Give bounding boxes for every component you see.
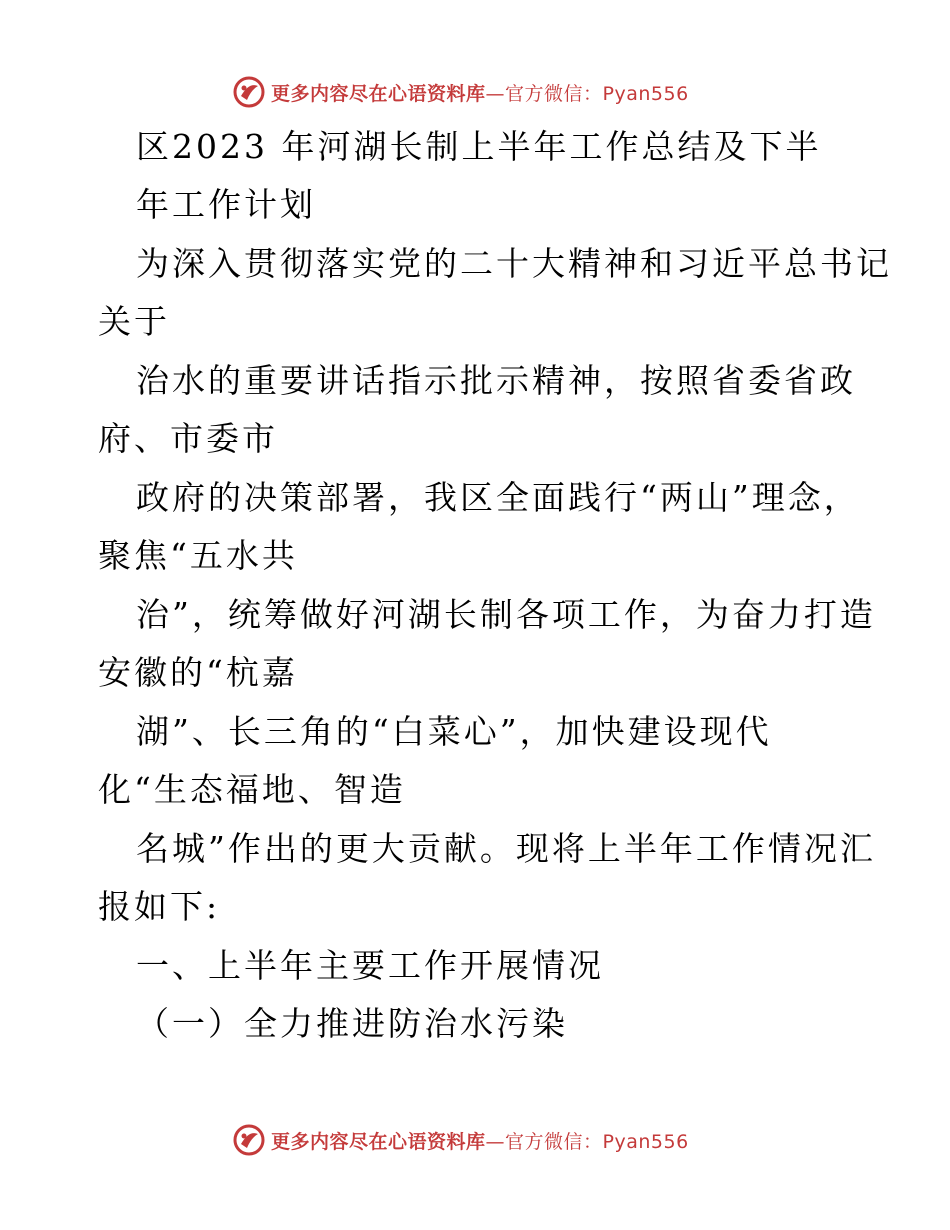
document-title-line-1: 区2023 年河湖长制上半年工作总结及下半 [136, 127, 822, 166]
watermark-account: Pyan556 [602, 82, 689, 105]
paragraph-line: 聚焦“五水共 [98, 536, 298, 575]
watermark-dash: — [485, 82, 506, 105]
document-title-line-2: 年工作计划 [136, 185, 316, 224]
subsection-heading: （一）全力推进防治水污染 [136, 1004, 568, 1043]
watermark-dash: — [485, 1130, 506, 1153]
section-heading: 一、上半年主要工作开展情况 [136, 946, 604, 985]
paragraph-line: 名城”作出的更大贡献。现将上半年工作情况汇 [136, 829, 876, 868]
paragraph-line: 治水的重要讲话指示批示精神，按照省委省政 [136, 361, 856, 400]
paragraph-line: 治”，统筹做好河湖长制各项工作，为奋力打造 [136, 595, 876, 634]
watermark-prefix: 更多内容尽在心语资料库 [271, 82, 486, 105]
paragraph-line: 湖”、长三角的“白菜心”，加快建设现代 [136, 712, 772, 751]
paragraph-line: 安徽的“杭嘉 [98, 653, 298, 692]
paragraph-line: 报如下: [98, 887, 221, 926]
watermark-official: 官方微信： [505, 82, 603, 105]
watermark-prefix: 更多内容尽在心语资料库 [271, 1130, 486, 1153]
paragraph-line: 为深入贯彻落实党的二十大精神和习近平总书记 [136, 244, 892, 283]
paragraph-line: 府、市委市 [98, 419, 278, 458]
paragraph-line: 关于 [98, 302, 170, 341]
brand-logo-icon [233, 76, 265, 108]
paragraph-line: 化“生态福地、智造 [98, 770, 406, 809]
header-watermark [0, 72, 950, 112]
footer-watermark [0, 1120, 950, 1160]
paragraph-line: 政府的决策部署，我区全面践行“两山”理念， [136, 478, 860, 517]
watermark-official: 官方微信： [505, 1130, 603, 1153]
brand-logo-icon [233, 1124, 265, 1156]
watermark-account: Pyan556 [602, 1130, 689, 1153]
